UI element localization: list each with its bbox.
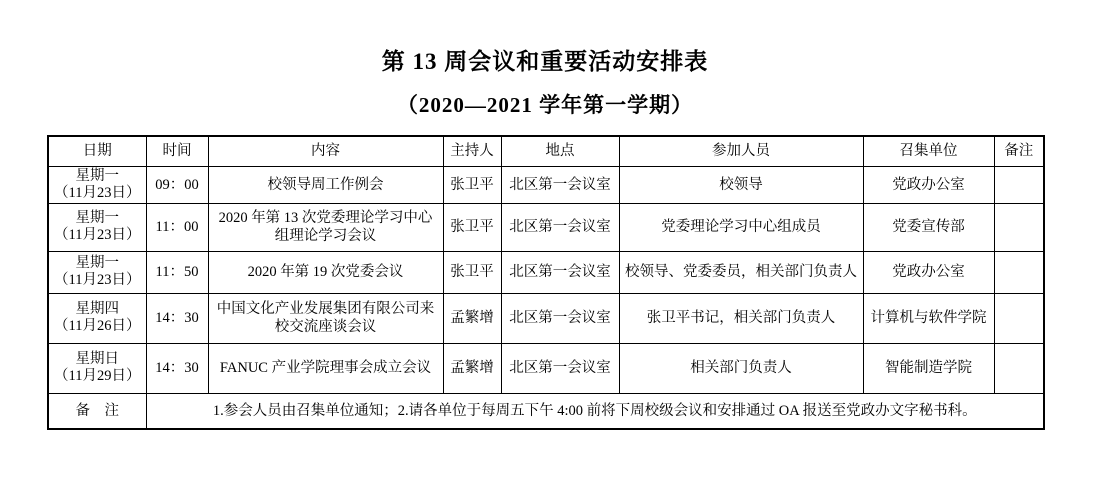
cell-remark <box>994 203 1044 251</box>
cell-content: FANUC 产业学院理事会成立会议 <box>208 343 443 393</box>
cell-host: 张卫平 <box>443 166 501 203</box>
note-label: 备 注 <box>48 393 146 429</box>
cell-participants: 校领导 <box>619 166 863 203</box>
cell-date-text: （11月26日） <box>54 318 141 334</box>
cell-content: 2020 年第 19 次党委会议 <box>208 251 443 293</box>
cell-participants: 校领导、党委委员，相关部门负责人 <box>619 251 863 293</box>
cell-date <box>48 166 146 203</box>
cell-participants: 党委理论学习中心组成员 <box>619 203 863 251</box>
cell-content: 中国文化产业发展集团有限公司来校交流座谈会议 <box>208 293 443 343</box>
document-subtitle: （2020—2021 学年第一学期） <box>396 93 694 117</box>
header-row <box>48 136 1044 166</box>
cell-time: 14：30 <box>146 343 208 393</box>
cell-day-text: 星期日 <box>75 351 119 367</box>
cell-host: 张卫平 <box>443 251 501 293</box>
table-row <box>48 293 1044 343</box>
cell-date-text: （11月23日） <box>54 227 141 243</box>
schedule-table <box>47 135 1045 430</box>
cell-date <box>48 293 146 343</box>
col-header-location: 地点 <box>501 136 619 166</box>
cell-organizer: 党政办公室 <box>863 166 994 203</box>
cell-remark <box>994 343 1044 393</box>
cell-host: 张卫平 <box>443 203 501 251</box>
note-text: 1.参会人员由召集单位通知；2.请各单位于每周五下午 4:00 前将下周校级会议和安排通过 OA 报送至党政办文字秘书科。 <box>146 393 1044 429</box>
cell-participants: 相关部门负责人 <box>619 343 863 393</box>
cell-host: 孟繁增 <box>443 293 501 343</box>
cell-location: 北区第一会议室 <box>501 203 619 251</box>
cell-content: 2020 年第 13 次党委理论学习中心组理论学习会议 <box>208 203 443 251</box>
table-row <box>48 203 1044 251</box>
cell-date-text: （11月23日） <box>54 184 141 201</box>
cell-date-text: （11月29日） <box>54 368 141 384</box>
table-row <box>48 343 1044 393</box>
cell-time: 14：30 <box>146 293 208 343</box>
cell-date <box>48 203 146 251</box>
cell-organizer: 智能制造学院 <box>863 343 994 393</box>
cell-date <box>48 251 146 293</box>
col-header-remark: 备注 <box>994 136 1044 166</box>
cell-organizer: 党政办公室 <box>863 251 994 293</box>
cell-participants: 张卫平书记，相关部门负责人 <box>619 293 863 343</box>
cell-day-text: 星期四 <box>75 301 119 317</box>
cell-location: 北区第一会议室 <box>501 343 619 393</box>
cell-content: 校领导周工作例会 <box>208 166 443 203</box>
cell-organizer: 计算机与软件学院 <box>863 293 994 343</box>
cell-location: 北区第一会议室 <box>501 293 619 343</box>
col-header-participants: 参加人员 <box>619 136 863 166</box>
cell-date-text: （11月23日） <box>54 272 141 288</box>
table-row <box>48 166 1044 203</box>
cell-day-text: 星期一 <box>75 167 119 184</box>
cell-time: 11：00 <box>146 203 208 251</box>
cell-host: 孟繁增 <box>443 343 501 393</box>
cell-time: 11：50 <box>146 251 208 293</box>
col-header-host: 主持人 <box>443 136 501 166</box>
cell-organizer: 党委宣传部 <box>863 203 994 251</box>
col-header-time: 时间 <box>146 136 208 166</box>
cell-time: 09：00 <box>146 166 208 203</box>
cell-location: 北区第一会议室 <box>501 166 619 203</box>
col-header-content: 内容 <box>208 136 443 166</box>
footer-note-row <box>48 393 1044 429</box>
cell-remark <box>994 293 1044 343</box>
col-header-organizer: 召集单位 <box>863 136 994 166</box>
cell-remark <box>994 166 1044 203</box>
table-row <box>48 251 1044 293</box>
cell-remark <box>994 251 1044 293</box>
col-header-date: 日期 <box>48 136 146 166</box>
cell-location: 北区第一会议室 <box>501 251 619 293</box>
title-block <box>47 48 1043 118</box>
cell-day-text: 星期一 <box>75 255 119 271</box>
cell-date <box>48 343 146 393</box>
document-title: 第 13 周会议和重要活动安排表 <box>381 49 709 74</box>
cell-day-text: 星期一 <box>75 210 119 226</box>
